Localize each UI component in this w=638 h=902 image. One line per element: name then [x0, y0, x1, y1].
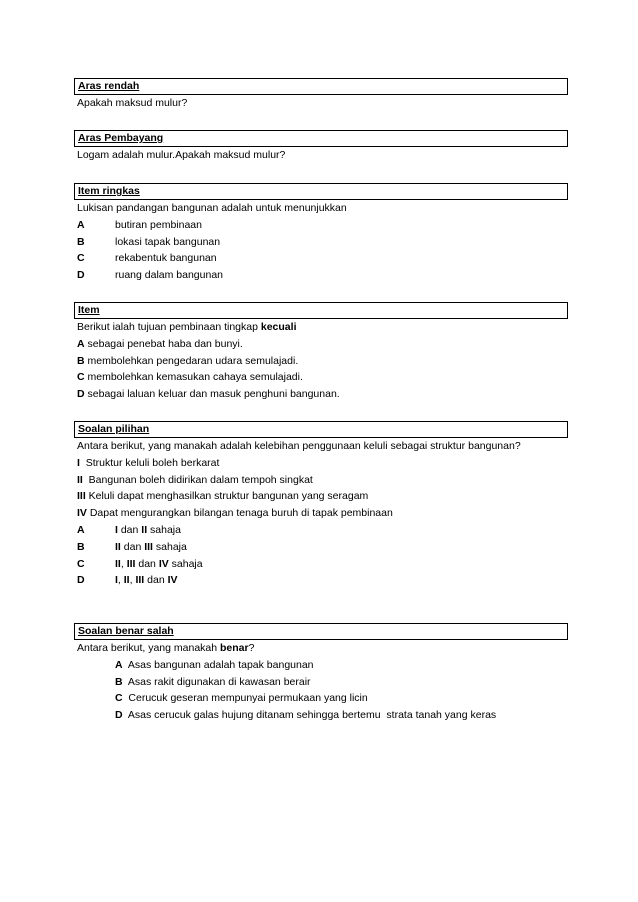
question-text: Lukisan pandangan bangunan adalah untuk menunjukkan	[77, 202, 347, 214]
option-c: C membolehkan kemasukan cahaya semulajadi.	[77, 371, 303, 384]
option-b: B Asas rakit digunakan di kawasan berair	[115, 675, 311, 688]
option-a: A sebagai penebat haba dan bunyi.	[77, 337, 243, 350]
section-soalan-pilihan	[74, 421, 568, 589]
question-text: Logam adalah mulur.Apakah maksud mulur?	[77, 149, 286, 161]
statement-iv: IV Dapat mengurangkan bilangan tenaga buruh di tapak pembinaan	[77, 507, 393, 520]
section-aras-pembayang	[74, 130, 568, 164]
option-c: C II, III dan IV sahaja	[77, 557, 203, 570]
section-item	[74, 302, 568, 403]
section-item-ringkas	[74, 183, 568, 284]
section-header: Aras Pembayang	[74, 130, 568, 147]
question-text: Antara berikut, yang manakah benar?	[77, 642, 255, 654]
option-b: B II dan III sahaja	[77, 540, 187, 553]
option-d: D I, II, III dan IV	[77, 574, 178, 587]
statement-i: I Struktur keluli boleh berkarat	[77, 456, 220, 469]
option-b: B membolehkan pengedaran udara semulajadi.	[77, 354, 299, 367]
option-d: D Asas cerucuk galas hujung ditanam sehingga bertemu strata tanah yang keras	[115, 709, 497, 722]
question-text: Berikut ialah tujuan pembinaan tingkap kecuali	[77, 321, 297, 333]
question-text: Antara berikut, yang manakah adalah kelebihan penggunaan keluli sebagai struktur bangunan?	[77, 440, 521, 452]
option-c: C rekabentuk bangunan	[77, 252, 217, 265]
option-b: B lokasi tapak bangunan	[77, 235, 221, 248]
section-soalan-benar-salah	[74, 623, 568, 724]
option-d: D ruang dalam bangunan	[77, 269, 224, 282]
section-header: Aras rendah	[74, 78, 568, 95]
statement-ii: II Bangunan boleh didirikan dalam tempoh singkat	[77, 473, 313, 486]
section-header: Soalan benar salah	[74, 623, 568, 640]
option-a: A butiran pembinaan	[77, 218, 202, 231]
option-a: A I dan II sahaja	[77, 523, 181, 536]
option-a: A Asas bangunan adalah tapak bangunan	[115, 658, 314, 671]
section-aras-rendah	[74, 78, 568, 112]
section-header: Item ringkas	[74, 183, 568, 200]
section-header: Soalan pilihan	[74, 421, 568, 438]
question-text: Apakah maksud mulur?	[77, 97, 188, 109]
option-c: C Cerucuk geseran mempunyai permukaan yang licin	[115, 692, 368, 705]
statement-iii: III Keluli dapat menghasilkan struktur bangunan yang seragam	[77, 490, 369, 503]
section-header: Item	[74, 302, 568, 319]
option-d: D sebagai laluan keluar dan masuk penghuni bangunan.	[77, 388, 340, 401]
